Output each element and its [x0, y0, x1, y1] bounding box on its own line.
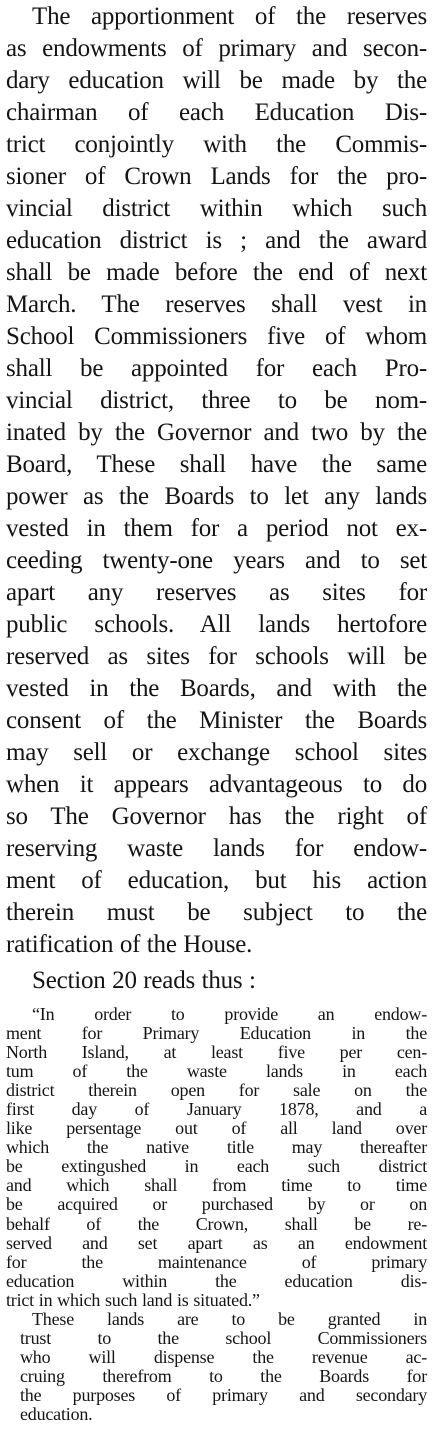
quote-line: be extingushed in each such district — [6, 1156, 427, 1176]
paragraph-line: cruing therefrom to the Boards for — [20, 1366, 427, 1386]
text-line: ment of education, but his action — [6, 867, 427, 894]
text-line: School Commissioners five of whom — [6, 323, 427, 350]
quote-line: district therein open for sale on the — [6, 1080, 427, 1100]
quote-line: like persentage out of all land over — [6, 1118, 427, 1138]
text-line: shall be appointed for each Pro- — [6, 355, 427, 382]
quote-line: trict in which such land is situated.” — [6, 1290, 260, 1310]
text-line: vincial district, three to be nom- — [6, 387, 427, 414]
newspaper-column — [6, 0, 427, 1435]
quote-line: ment for Primary Education in the — [6, 1023, 427, 1043]
quote-line: tum of the waste lands in each — [6, 1061, 427, 1081]
quote-line: served and set apart as an endowment — [6, 1233, 427, 1253]
text-line: public schools. All lands hertofore — [6, 611, 427, 638]
quote-line: and which shall from time to time — [6, 1175, 427, 1195]
quote-line: be acquired or purchased by or on — [6, 1194, 427, 1214]
paragraph-line: the purposes of primary and secondary — [20, 1385, 427, 1405]
text-line: reserving waste lands for endow- — [6, 835, 427, 862]
paragraph-line: who will dispense the revenue ac- — [20, 1347, 427, 1367]
text-line: when it appears advantageous to do — [6, 771, 427, 798]
quote-line: for the maintenance of primary — [6, 1252, 427, 1272]
text-line: education district is ; and the award — [6, 227, 427, 254]
quote-line: which the native title may thereafter — [6, 1137, 427, 1157]
text-line: ceeding twenty-one years and to set — [6, 547, 427, 574]
quote-line: North Island, at least five per cen- — [6, 1042, 427, 1062]
text-line: shall be made before the end of next — [6, 259, 427, 286]
quote-line: first day of January 1878, and a — [6, 1099, 427, 1119]
text-line: March. The reserves shall vest in — [6, 291, 427, 318]
text-line: vested in the Boards, and with the — [6, 675, 427, 702]
paragraph-line: education. — [20, 1404, 93, 1424]
text-line: apart any reserves as sites for — [6, 579, 427, 606]
text-line: inated by the Governor and two by the — [6, 419, 427, 446]
paragraph-line: trust to the school Commissioners — [20, 1328, 427, 1348]
paragraph-line: These lands are to be granted in — [32, 1309, 427, 1329]
text-line: therein must be subject to the — [6, 899, 427, 926]
text-line: dary education will be made by the — [6, 67, 427, 94]
text-line: The apportionment of the reserves — [32, 3, 427, 30]
text-line: as endowments of primary and secon- — [6, 35, 427, 62]
section-intro: Section 20 reads thus : — [32, 967, 256, 994]
text-line: trict conjointly with the Commis- — [6, 131, 427, 158]
text-line: consent of the Minister the Boards — [6, 707, 427, 734]
text-line: reserved as sites for schools will be — [6, 643, 427, 670]
quote-line: behalf of the Crown, shall be re- — [6, 1214, 427, 1234]
text-line: power as the Boards to let any lands — [6, 483, 427, 510]
text-line: Board, These shall have the same — [6, 451, 427, 478]
text-line: vested in them for a period not ex- — [6, 515, 427, 542]
text-line: chairman of each Education Dis- — [6, 99, 427, 126]
text-line: ratification of the House. — [6, 931, 253, 958]
quote-line: education within the education dis- — [6, 1271, 427, 1291]
text-line: may sell or exchange school sites — [6, 739, 427, 766]
quote-line: “In order to provide an endow- — [32, 1004, 427, 1024]
text-line: sioner of Crown Lands for the pro- — [6, 163, 427, 190]
text-line: vincial district within which such — [6, 195, 427, 222]
text-line: so The Governor has the right of — [6, 803, 427, 830]
